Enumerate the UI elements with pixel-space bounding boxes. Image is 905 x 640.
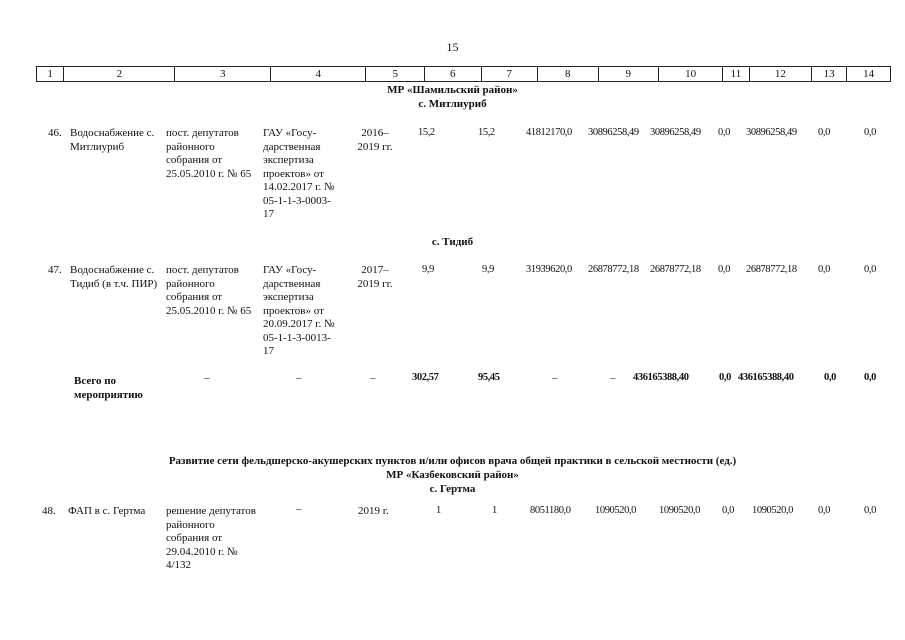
row-name: Водоснабжение с. Тидиб (в т.ч. ПИР) — [70, 264, 158, 290]
column-header-row — [36, 66, 891, 82]
cell-col10: 30896258,49 — [650, 127, 701, 138]
row-period: 2016– 2019 гг. — [357, 127, 393, 153]
cell-col9: – — [610, 372, 616, 384]
column-header: 12 — [750, 67, 812, 81]
column-header: 2 — [64, 67, 175, 81]
column-header: 7 — [482, 67, 539, 81]
village-heading: с. Гертма — [429, 483, 476, 495]
cell-col12: 26878772,18 — [746, 264, 797, 275]
cell-col11: 0,0 — [718, 264, 730, 275]
column-header: 3 — [175, 67, 271, 81]
region-heading: МР «Казбековский район» — [386, 469, 519, 481]
cell-col9: 1090520,0 — [595, 505, 637, 516]
row-basis: решение депутатов районного собрания от 29.04.2010 г. № 4/132 — [166, 505, 256, 571]
cell-col8: – — [552, 372, 558, 384]
row-number: 47. — [48, 264, 62, 276]
section-title: Развитие сети фельдшерско-акушерских пунктов и/или офисов врача общей практики в сельской местности (ед.) — [168, 455, 737, 467]
cell-col12: 30896258,49 — [746, 127, 797, 138]
cell-col8: 41812170,0 — [526, 127, 572, 138]
column-header: 1 — [37, 67, 64, 81]
row-period: 2019 г. — [358, 505, 389, 517]
row-name: ФАП в с. Гертма — [68, 505, 146, 517]
cell-col8: 31939620,0 — [526, 264, 572, 275]
cell-col12: 436165388,40 — [738, 372, 794, 383]
row-expertise: ГАУ «Госу-дарственная экспертиза проектов» от 20.09.2017 г. № 05-1-1-3-0013-17 — [263, 264, 335, 357]
column-header: 5 — [366, 67, 425, 81]
cell-col13: 0,0 — [818, 127, 830, 138]
column-header: 13 — [812, 67, 847, 81]
column-header: 8 — [538, 67, 598, 81]
row-basis: пост. депутатов районного собрания от 25.05.2010 г. № 65 — [166, 127, 252, 180]
cell-col13: 0,0 — [824, 372, 836, 383]
cell-col5: – — [370, 372, 376, 384]
page-number: 15 — [446, 40, 459, 54]
cell-col7: 15,2 — [478, 127, 495, 138]
row-expertise: – — [296, 503, 302, 515]
cell-col10: 436165388,40 — [633, 372, 689, 383]
cell-col6: 9,9 — [422, 264, 434, 275]
cell-col4: – — [296, 372, 302, 384]
cell-col12: 1090520,0 — [752, 505, 794, 516]
total-label: Всего по мероприятию — [74, 375, 143, 401]
cell-col10: 26878772,18 — [650, 264, 701, 275]
row-number: 48. — [42, 505, 56, 517]
column-header: 4 — [271, 67, 367, 81]
cell-col13: 0,0 — [818, 264, 830, 275]
cell-col6: 15,2 — [418, 127, 435, 138]
cell-col3: – — [204, 372, 210, 384]
row-basis: пост. депутатов районного собрания от 25.05.2010 г. № 65 — [166, 264, 252, 317]
cell-col6: 1 — [436, 505, 441, 516]
cell-col8: 8051180,0 — [530, 505, 571, 516]
column-header: 11 — [723, 67, 749, 81]
column-header: 10 — [659, 67, 723, 81]
cell-col11: 0,0 — [718, 127, 730, 138]
cell-col14: 0,0 — [864, 505, 876, 516]
cell-col7: 95,45 — [478, 372, 500, 383]
cell-col7: 9,9 — [482, 264, 494, 275]
village-heading: с. Тидиб — [431, 236, 474, 248]
cell-col10: 1090520,0 — [659, 505, 701, 516]
column-header: 6 — [425, 67, 482, 81]
region-heading: МР «Шамильский район» — [387, 84, 518, 96]
cell-col13: 0,0 — [818, 505, 830, 516]
row-number: 46. — [48, 127, 62, 139]
cell-col9: 30896258,49 — [588, 127, 639, 138]
cell-col6: 302,57 — [412, 372, 439, 383]
cell-col11: 0,0 — [719, 372, 731, 383]
row-expertise: ГАУ «Госу-дарственная экспертиза проектов» от 14.02.2017 г. № 05-1-1-3-0003-17 — [263, 127, 335, 220]
cell-col7: 1 — [492, 505, 497, 516]
cell-col11: 0,0 — [722, 505, 734, 516]
cell-col14: 0,0 — [864, 372, 876, 383]
village-heading: с. Митлиуриб — [418, 98, 487, 110]
column-header: 14 — [863, 68, 875, 80]
cell-col14: 0,0 — [864, 264, 876, 275]
row-period: 2017– 2019 гг. — [357, 264, 393, 290]
row-name: Водоснабжение с. Митлиуриб — [70, 127, 155, 153]
cell-col14: 0,0 — [864, 127, 876, 138]
column-header: 9 — [599, 67, 659, 81]
cell-col9: 26878772,18 — [588, 264, 639, 275]
